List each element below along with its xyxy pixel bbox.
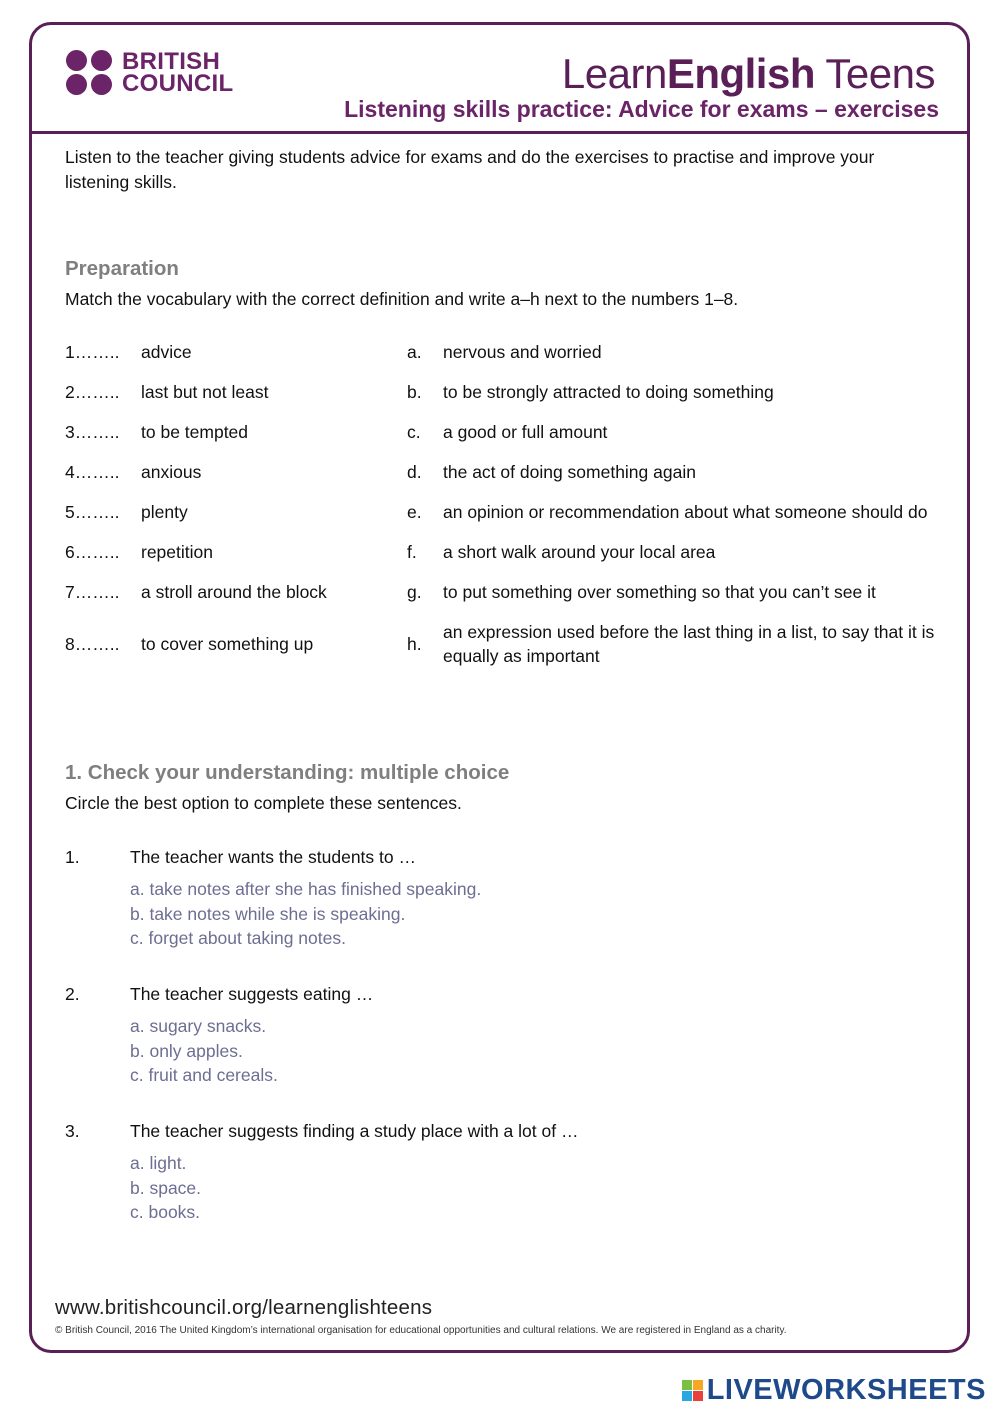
liveworksheets-logo: [682, 1374, 986, 1407]
vocab-word: repetition: [141, 542, 213, 562]
exercise1-instruction: Circle the best option to complete these sentences.: [65, 793, 462, 813]
vocab-word: plenty: [141, 502, 188, 522]
vocab-row: [65, 332, 935, 372]
preparation-heading: Preparation: [65, 257, 179, 280]
definition-letter: e.: [407, 502, 422, 522]
option-b[interactable]: b. take notes while she is speaking.: [130, 903, 406, 924]
vocab-word: a stroll around the block: [141, 582, 327, 602]
option-a[interactable]: a. light.: [130, 1153, 187, 1173]
question-1: [65, 845, 935, 951]
definition-text: an expression used before the last thing in a list, to say that it is equally as important: [443, 621, 935, 666]
liveworksheets-text: LIVEWORKSHEETS: [706, 1374, 986, 1406]
vocab-row: [65, 572, 935, 612]
vocab-number[interactable]: 6……..: [65, 542, 120, 562]
footer-copyright: © British Council, 2016 The United Kingdom’s international organisation for educational opportunities and cultural relations. We are registered in England as a charity.: [55, 1325, 787, 1336]
vocab-row: [65, 612, 935, 675]
intro-text: Listen to the teacher giving students advice for exams and do the exercises to practise and improve your listening skills.: [65, 147, 875, 192]
learnenglish-teens-logo: [562, 50, 935, 98]
option-c[interactable]: c. forget about taking notes.: [130, 928, 346, 948]
vocab-row: [65, 452, 935, 492]
footer-url: www.britishcouncil.org/learnenglishteens: [55, 1296, 433, 1319]
definition-letter: d.: [407, 462, 422, 482]
option-b[interactable]: b. space.: [130, 1177, 202, 1198]
question-number: 1.: [65, 847, 80, 867]
definition-letter: c.: [407, 422, 421, 442]
question-stem: The teacher wants the students to …: [130, 847, 416, 867]
vocab-word: to be tempted: [141, 422, 249, 442]
vocab-number[interactable]: 5……..: [65, 502, 120, 522]
definition-text: a good or full amount: [443, 422, 608, 442]
question-stem: The teacher suggests eating …: [130, 984, 374, 1004]
british-council-logo: [66, 47, 234, 97]
definition-letter: a.: [407, 342, 422, 362]
question-2: [65, 982, 935, 1088]
vocab-word: advice: [141, 342, 192, 362]
definition-text: an opinion or recommendation about what someone should do: [443, 502, 928, 522]
definition-text: to put something over something so that you can’t see it: [443, 582, 876, 602]
vocab-word: to cover something up: [141, 633, 314, 654]
vocab-row: [65, 532, 935, 572]
option-a[interactable]: a. sugary snacks.: [130, 1016, 267, 1036]
vocab-word: anxious: [141, 462, 202, 482]
definition-letter: g.: [407, 582, 422, 602]
vocab-row: [65, 492, 935, 532]
option-c[interactable]: c. books.: [130, 1202, 201, 1222]
liveworksheets-icon: [682, 1380, 703, 1401]
vocab-number[interactable]: 3……..: [65, 422, 120, 442]
vocab-number[interactable]: 7……..: [65, 582, 120, 602]
preparation-instruction: Match the vocabulary with the correct definition and write a–h next to the numbers 1–8.: [65, 289, 739, 309]
page-title: Listening skills practice: Advice for exams – exercises: [344, 96, 939, 122]
definition-text: nervous and worried: [443, 342, 602, 362]
logo-part-learn: Learn: [561, 50, 667, 97]
definition-letter: b.: [407, 382, 422, 402]
vocab-row: [65, 372, 935, 412]
brand-line-1: BRITISH: [122, 47, 221, 75]
option-c[interactable]: c. fruit and cereals.: [130, 1065, 278, 1085]
question-number: 2.: [65, 984, 80, 1004]
vocab-number[interactable]: 1……..: [65, 342, 120, 362]
definition-text: a short walk around your local area: [443, 542, 716, 562]
vocab-word: last but not least: [141, 382, 269, 402]
option-b[interactable]: b. only apples.: [130, 1040, 243, 1061]
vocab-number[interactable]: 2……..: [65, 382, 120, 402]
vocabulary-matching-table: [65, 332, 935, 675]
option-a[interactable]: a. take notes after she has finished speaking.: [130, 879, 482, 899]
exercise1-heading: 1. Check your understanding: multiple choice: [65, 761, 510, 784]
logo-part-english: English: [666, 50, 815, 97]
logo-part-teens: Teens: [815, 50, 935, 97]
question-3: [65, 1119, 935, 1225]
vocab-row: [65, 412, 935, 452]
vocab-number[interactable]: 8……..: [65, 633, 120, 654]
definition-text: to be strongly attracted to doing something: [443, 382, 774, 402]
header-divider: [29, 131, 970, 134]
definition-text: the act of doing something again: [443, 462, 696, 482]
definition-letter: f.: [407, 542, 417, 562]
definition-letter: h.: [407, 633, 422, 654]
question-stem: The teacher suggests finding a study place with a lot of …: [130, 1121, 579, 1141]
brand-line-2: COUNCIL: [122, 69, 234, 97]
question-number: 3.: [65, 1121, 80, 1141]
vocab-number[interactable]: 4……..: [65, 462, 120, 482]
british-council-dots-icon: [66, 50, 113, 95]
